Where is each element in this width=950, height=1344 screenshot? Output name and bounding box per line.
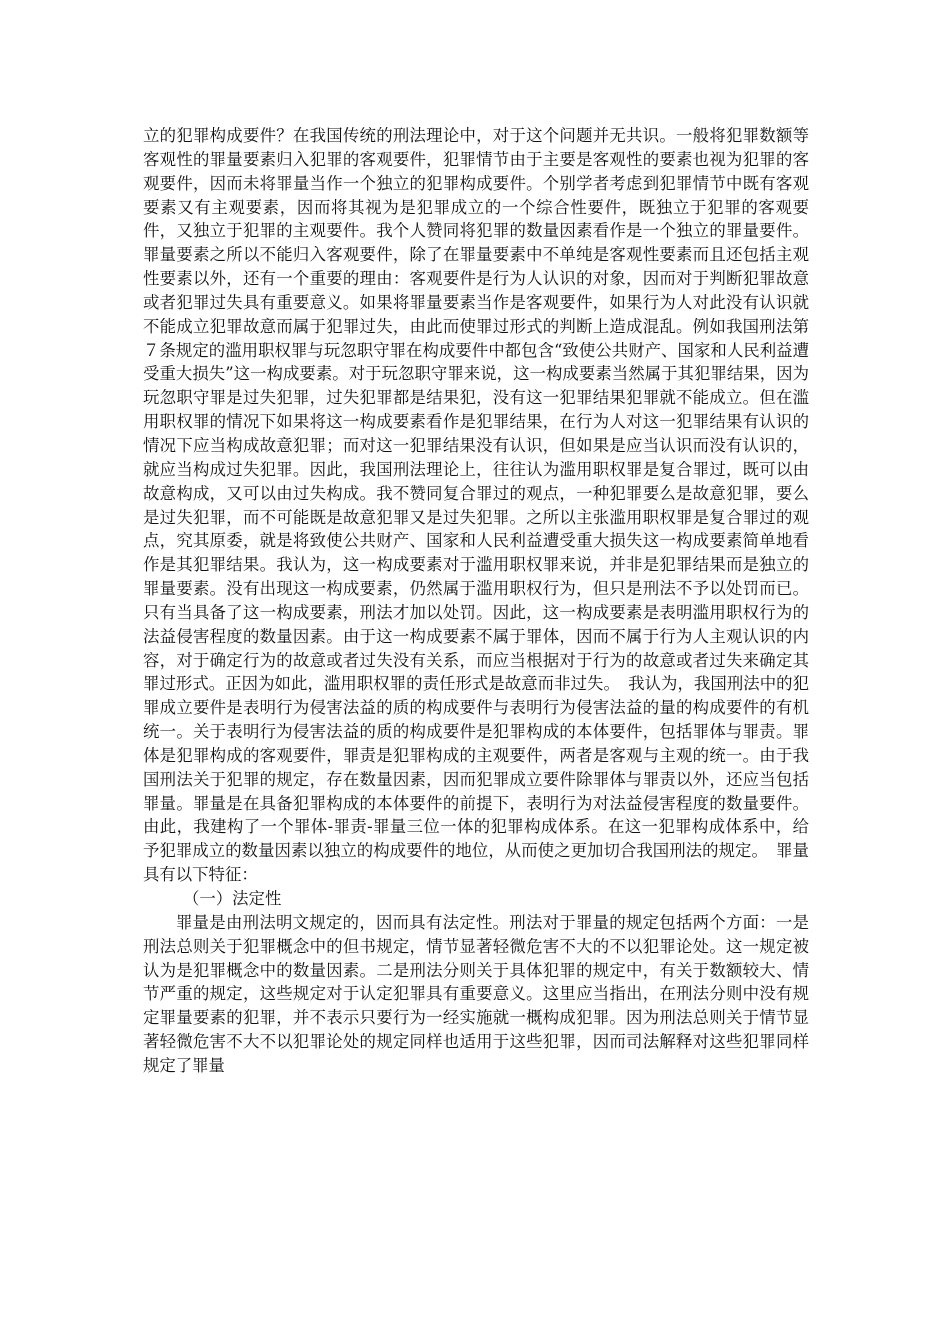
paragraph-continuation: 立的犯罪构成要件？在我国传统的刑法理论中，对于这个问题并无共识。一般将犯罪数额等客观性的罪量要素归入犯罪的客观要件，犯罪情节由于主要是客观性的要素也视为犯罪的客观要件，因而未将罪量当作一个独立的犯罪构成要件。个别学者考虑到犯罪情节中既有客观要素又有主观要素，因而将其视为是犯罪成立的一个综合性要件，既独立于犯罪的客观要件，又独立于犯罪的主观要件。我个人赞同将犯罪的数量因素看作是一个独立的罪量要件。罪量要素之所以不能归入客观要件，除了在罪量要素中不单纯是客观性要素而且还包括主观性要素以外，还有一个重要的理由：客观要件是行为人认识的对象，因而对于判断犯罪故意或者犯罪过失具有重要意义。如果将罪量要素当作是客观要件，如果行为人对此没有认识就不能成立犯罪故意而属于犯罪过失，由此而使罪过形式的判断上造成混乱。例如我国刑法第７条规定的滥用职权罪与玩忽职守罪在构成要件中都包含“致使公共财产、国家和人民利益遭受重大损失”这一构成要素。对于玩忽职守罪来说，这一构成要素当然属于其犯罪结果，因为玩忽职守罪是过失犯罪，过失犯罪都是结果犯，没有这一犯罪结果犯罪就不能成立。但在滥用职权罪的情况下如果将这一构成要素看作是犯罪结果，在行为人对这一犯罪结果有认识的情况下应当构成故意犯罪；而对这一犯罪结果没有认识，但如果是应当认识而没有认识的，就应当构成过失犯罪。因此，我国刑法理论上，往往认为滥用职权罪是复合罪过，既可以由故意构成，又可以由过失构成。我不赞同复合罪过的观点，一种犯罪要么是故意犯罪，要么是过失犯罪，而不可能既是故意犯罪又是过失犯罪。之所以主张滥用职权罪是复合罪过的观点，究其原委，就是将致使公共财产、国家和人民利益遭受重大损失这一构成要素简单地看作是其犯罪结果。我认为，这一构成要素对于滥用职权罪来说，并非是犯罪结果而是独立的罪量要素。没有出现这一构成要素，仍然属于滥用职权行为，但只是刑法不予以处罚而已。只有当具备了这一构成要素，刑法才加以处罚。因此，这一构成要素是表明滥用职权行为的法益侵害程度的数量因素。由于这一构成要素不属于罪体，因而不属于行为人主观认识的内容，对于确定行为的故意或者过失没有关系，而应当根据对于行为的故意或者过失来确定其罪过形式。正因为如此，滥用职权罪的责任形式是故意而非过失。 我认为，我国刑法中的犯罪成立要件是表明行为侵害法益的质的构成要件与表明行为侵害法益的量的构成要件的有机统一。关于表明行为侵害法益的质的构成要件是犯罪构成的本体要件，包括罪体与罪责。罪体是犯罪构成的客观要件，罪责是犯罪构成的主观要件，两者是客观与主观的统一。由于我国刑法关于犯罪的规定，存在数量因素，因而犯罪成立要件除罪体与罪责以外，还应当包括罪量。罪量是在具备犯罪构成的本体要件的前提下，表明行为对法益侵害程度的数量要件。由此，我建构了一个罪体-罪责-罪量三位一体的犯罪构成体系。在这一犯罪构成体系中，给予犯罪成立的数量因素以独立的构成要件的地位，从而使之更加切合我国刑法的规定。 罪量具有以下特征： [143, 126, 809, 885]
document-body [143, 124, 809, 1078]
paragraph-indented: 罪量是由刑法明文规定的，因而具有法定性。刑法对于罪量的规定包括两个方面：一是刑法总则关于犯罪概念中的但书规定，情节显著轻微危害不大的不以犯罪论处。这一规定被认为是犯罪概念中的数量因素。二是刑法分则关于具体犯罪的规定中，有关于数额较大、情节严重的规定，这些规定对于认定犯罪具有重要意义。这里应当指出，在刑法分则中没有规定罪量要素的犯罪，并不表示只要行为一经实施就一概构成犯罪。因为刑法总则关于情节显著轻微危害不大不以犯罪论处的规定同样也适用于这些犯罪，因而司法解释对这些犯罪同样规定了罪量 [143, 912, 809, 1075]
section-heading: （一）法定性 [183, 889, 282, 908]
